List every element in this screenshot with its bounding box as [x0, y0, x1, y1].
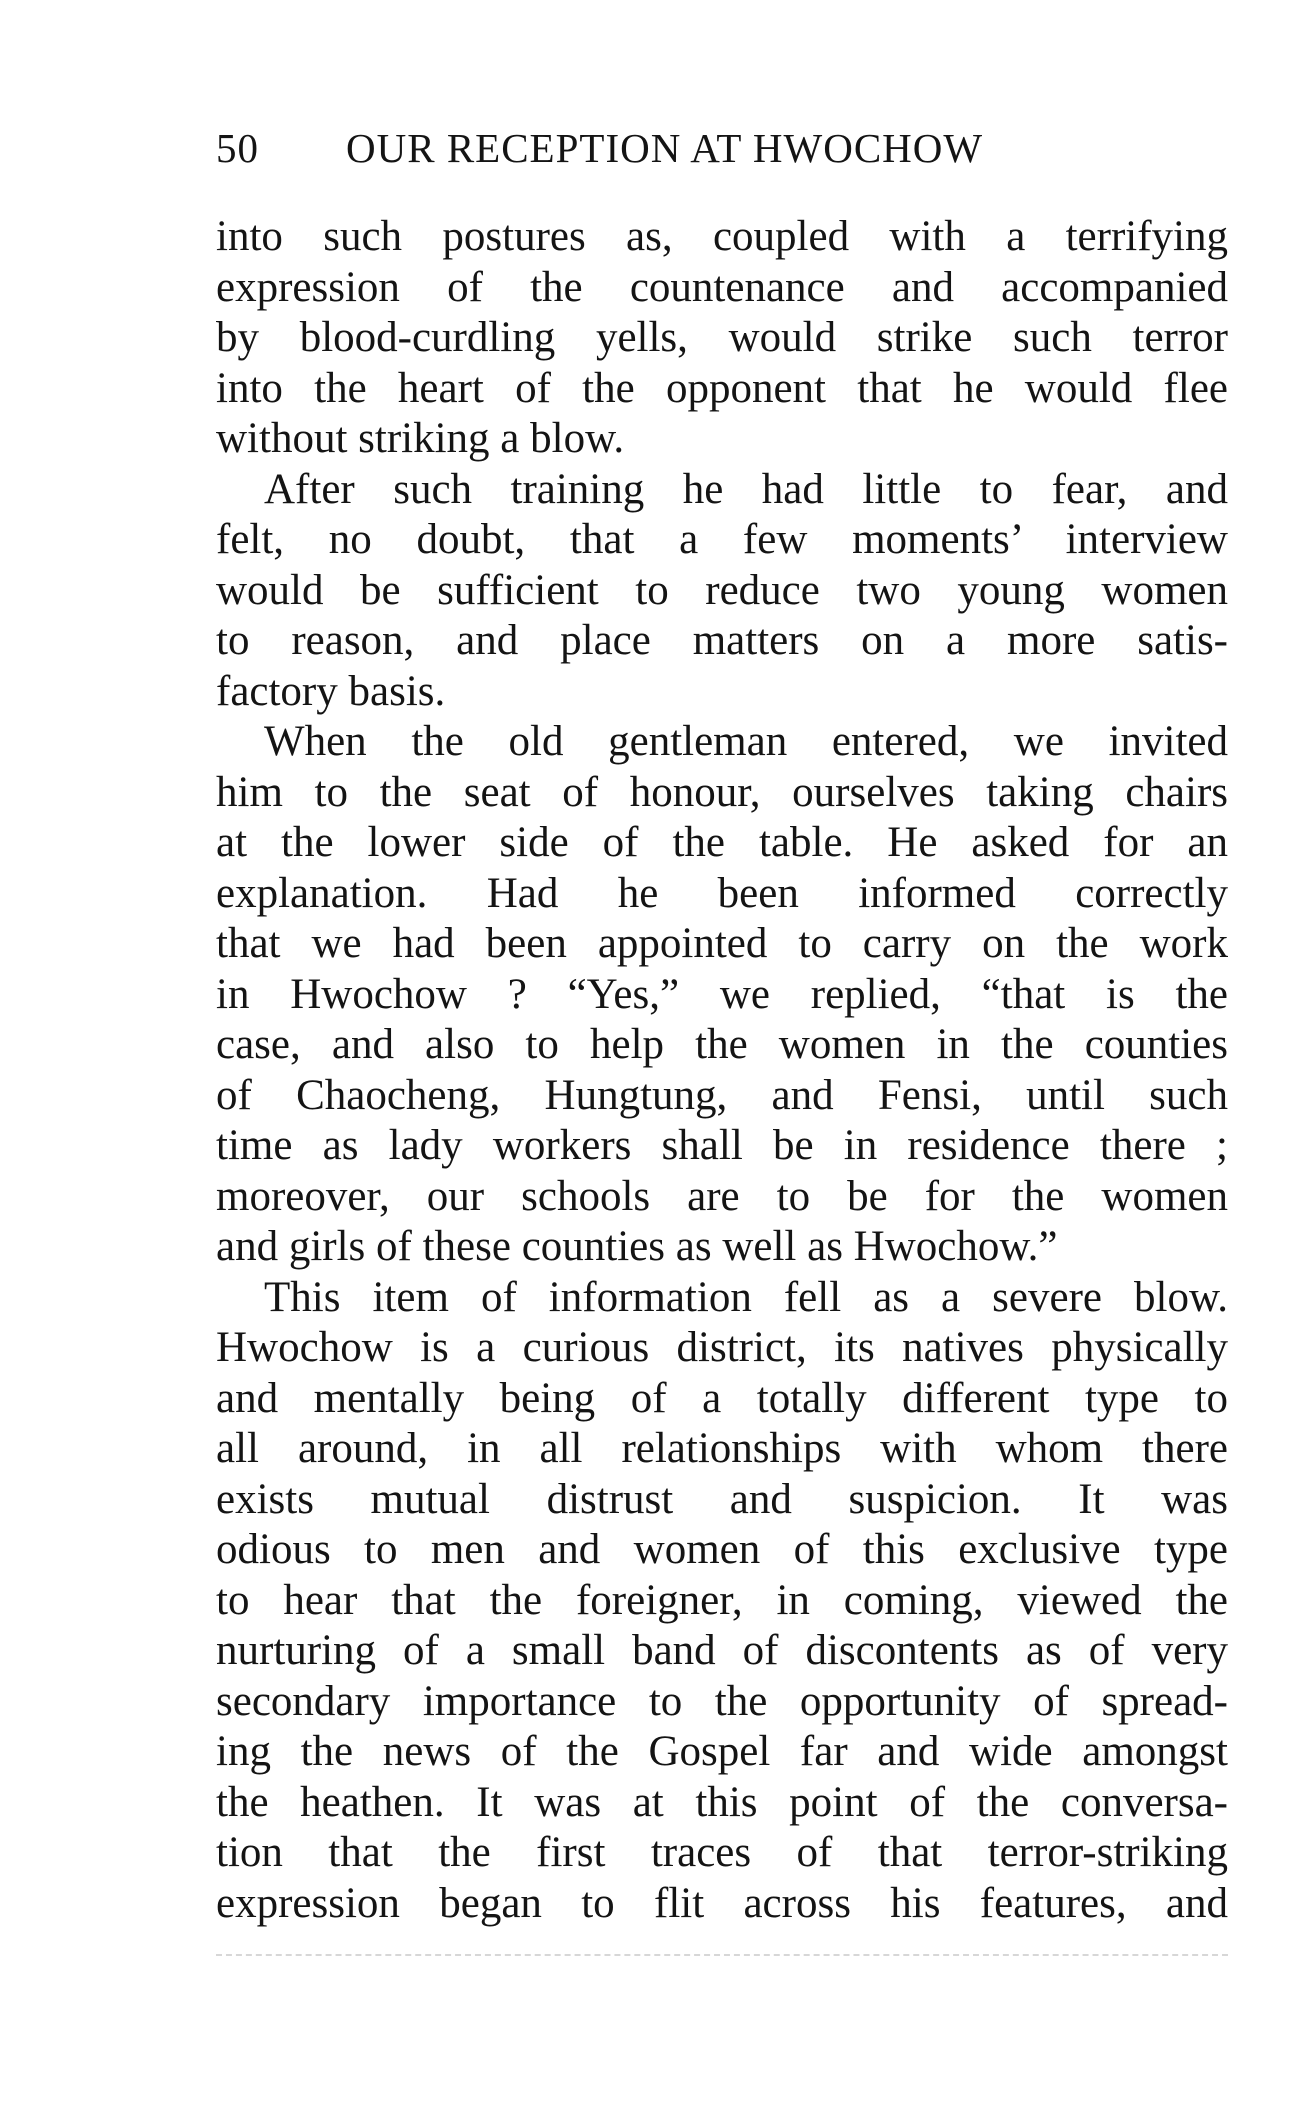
text-line: Hwochow is a curious district, its natives physically [216, 1324, 1228, 1371]
text-line: nurturing of a small band of discontents as of very [216, 1627, 1228, 1674]
text-line: and mentally being of a totally different type to [216, 1374, 1228, 1422]
text-line: expression of the countenance and accompanied [216, 263, 1228, 311]
paragraph-start-line: When the old gentleman entered, we invited [264, 718, 1228, 765]
text-line: all around, in all relationships with whom there [216, 1425, 1228, 1472]
text-line: the heathen. It was at this point of the conversa- [216, 1778, 1228, 1826]
text-line: would be sufficient to reduce two young women [216, 566, 1228, 614]
text-line: moreover, our schools are to be for the women [216, 1172, 1228, 1220]
text-line: by blood-curdling yells, would strike such terror [216, 314, 1228, 361]
text-line: odious to men and women of this exclusive type [216, 1526, 1228, 1573]
text-line: in Hwochow ? “Yes,” we replied, “that is the [216, 970, 1228, 1018]
text-line: felt, no doubt, that a few moments’ interview [216, 516, 1228, 563]
text-line: tion that the first traces of that terror-striking [216, 1829, 1228, 1876]
text-line: factory basis. [216, 667, 446, 715]
text-line: to reason, and place matters on a more satis- [216, 617, 1228, 664]
text-line: explanation. Had he been informed correctly [216, 869, 1228, 917]
text-line: ing the news of the Gospel far and wide amongst [216, 1728, 1228, 1775]
text-line: that we had been appointed to carry on the work [216, 920, 1228, 967]
text-line: expression began to flit across his features, and [216, 1879, 1228, 1927]
running-title: OUR RECEPTION AT HWOCHOW [346, 125, 984, 171]
page-number: 50 [216, 125, 259, 171]
bottom-scan-rule [216, 1954, 1228, 1956]
text-line: to hear that the foreigner, in coming, viewed the [216, 1576, 1228, 1624]
body-text [216, 212, 1228, 1929]
text-line: case, and also to help the women in the counties [216, 1021, 1228, 1068]
text-line: without striking a blow. [216, 415, 625, 462]
paragraph-start-line: This item of information fell as a severe blow. [264, 1273, 1228, 1321]
text-line: secondary importance to the opportunity of spread- [216, 1677, 1228, 1725]
text-line: of Chaocheng, Hungtung, and Fensi, until such [216, 1071, 1228, 1119]
text-line: him to the seat of honour, ourselves taking chairs [216, 768, 1228, 816]
text-line: exists mutual distrust and suspicion. It was [216, 1475, 1228, 1523]
text-line: and girls of these counties as well as Hwochow.” [216, 1223, 1058, 1270]
text-line: into such postures as, coupled with a terrifying [216, 213, 1228, 260]
text-line: into the heart of the opponent that he would flee [216, 364, 1228, 412]
text-line: time as lady workers shall be in residence there ; [216, 1122, 1228, 1169]
paragraph-start-line: After such training he had little to fear, and [264, 465, 1228, 513]
running-head [216, 118, 1228, 178]
text-line: at the lower side of the table. He asked for an [216, 819, 1228, 866]
